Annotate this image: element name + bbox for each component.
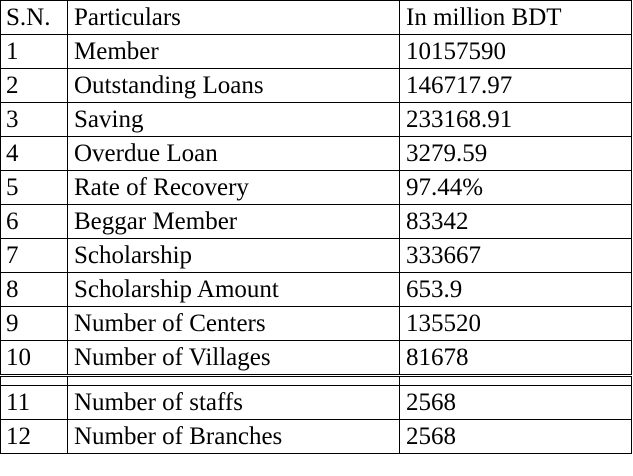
table-row [1,171,632,205]
row-value-cell: 653.9 [400,273,632,307]
row-value-cell: 2568 [400,420,632,454]
header-particulars: Particulars [68,1,400,35]
table-row [1,420,632,454]
row-particular-cell: Overdue Loan [68,137,400,171]
row-sn-cell: 11 [1,386,68,420]
table-row [1,307,632,341]
table-separator [1,376,632,386]
double-rule-separator [1,376,632,386]
row-sn-cell: 8 [1,273,68,307]
row-particular-cell: Number of Villages [68,341,400,376]
row-sn-cell: 10 [1,341,68,376]
row-sn-cell: 3 [1,103,68,137]
table-body-main [1,35,632,376]
row-particular-cell: Scholarship Amount [68,273,400,307]
row-value-cell: 3279.59 [400,137,632,171]
header-sn: S.N. [1,1,68,35]
table-row [1,205,632,239]
separator-cell [1,376,68,386]
row-sn-cell: 1 [1,35,68,69]
row-particular-cell: Scholarship [68,239,400,273]
row-particular-cell: Outstanding Loans [68,69,400,103]
row-sn-cell: 5 [1,171,68,205]
row-particular-cell: Number of staffs [68,386,400,420]
row-value-cell: 135520 [400,307,632,341]
table-header-row [1,1,632,35]
table-row [1,137,632,171]
table-body-extra [1,386,632,454]
row-particular-cell: Beggar Member [68,205,400,239]
row-value-cell: 233168.91 [400,103,632,137]
row-value-cell: 83342 [400,205,632,239]
separator-cell [400,376,632,386]
row-particular-cell: Number of Branches [68,420,400,454]
table-row [1,239,632,273]
row-value-cell: 333667 [400,239,632,273]
table-row [1,69,632,103]
header-value: In million BDT [400,1,632,35]
row-particular-cell: Member [68,35,400,69]
row-value-cell: 81678 [400,341,632,376]
row-particular-cell: Rate of Recovery [68,171,400,205]
row-sn-cell: 12 [1,420,68,454]
row-particular-cell: Saving [68,103,400,137]
separator-cell [68,376,400,386]
table-row [1,35,632,69]
row-value-cell: 97.44% [400,171,632,205]
row-sn-cell: 7 [1,239,68,273]
table-row [1,386,632,420]
row-sn-cell: 9 [1,307,68,341]
row-particular-cell: Number of Centers [68,307,400,341]
row-sn-cell: 4 [1,137,68,171]
row-sn-cell: 6 [1,205,68,239]
table-row [1,103,632,137]
table-row [1,341,632,376]
row-value-cell: 146717.97 [400,69,632,103]
row-value-cell: 2568 [400,386,632,420]
row-sn-cell: 2 [1,69,68,103]
row-value-cell: 10157590 [400,35,632,69]
table-row [1,273,632,307]
